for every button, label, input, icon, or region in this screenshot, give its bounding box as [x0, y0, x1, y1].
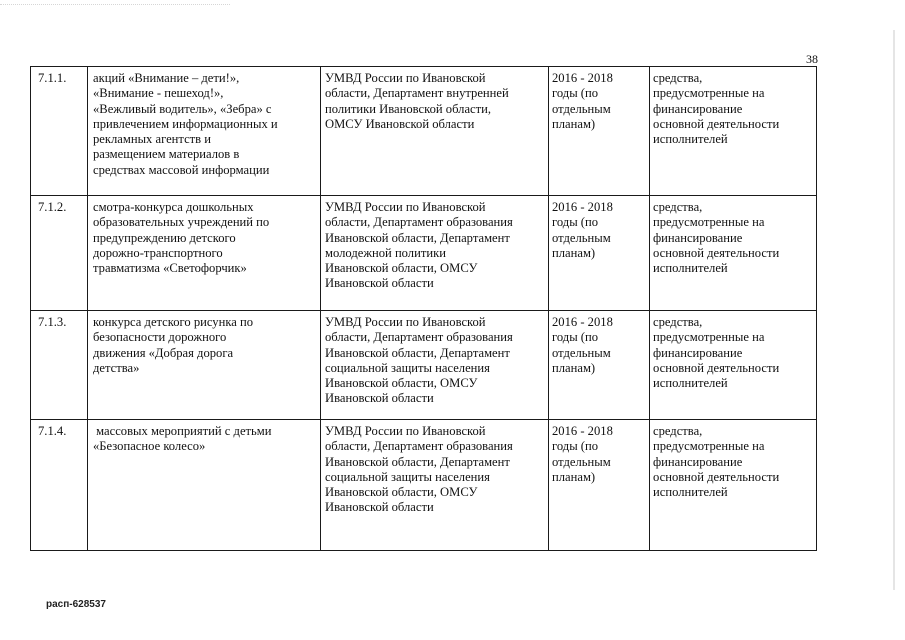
activity-line: массовых мероприятий с детьми	[93, 424, 272, 438]
activity-line: акций «Внимание – дети!»,	[93, 71, 240, 85]
activity-cell	[88, 196, 321, 311]
period-line: планам)	[552, 469, 596, 484]
executor-cell	[321, 311, 549, 420]
measures-table	[30, 66, 817, 551]
funding-line: основной деятельности	[653, 469, 780, 484]
executor-line: ОМСУ Ивановской области	[325, 116, 475, 131]
executor-line: УМВД России по Ивановской	[325, 315, 486, 329]
funding-cell	[650, 311, 817, 420]
document-code: расп-628537	[46, 599, 106, 610]
period-line: отдельным	[552, 345, 611, 360]
item-number: 7.1.2.	[31, 196, 88, 311]
activity-line: смотра-конкурса дошкольных	[93, 200, 254, 214]
period-cell	[549, 196, 650, 311]
activity-line: средствах массовой информации	[93, 162, 270, 177]
activity-line: предупреждению детского	[93, 230, 236, 245]
funding-line: исполнителей	[653, 485, 728, 500]
period-line: годы (по	[552, 330, 599, 345]
period-line: годы (по	[552, 439, 599, 454]
funding-line: финансирование	[653, 345, 743, 360]
table-row	[31, 311, 817, 420]
executor-line: молодежной политики	[325, 245, 446, 260]
activity-line: привлечением информационных и	[93, 116, 278, 131]
period-line: отдельным	[552, 230, 611, 245]
executor-line: Ивановской области, Департамент	[325, 454, 510, 469]
funding-line: исполнителей	[653, 132, 728, 147]
funding-cell	[650, 196, 817, 311]
funding-line: основной деятельности	[653, 245, 780, 260]
executor-line: Ивановской области, ОМСУ	[325, 376, 478, 391]
funding-line: исполнителей	[653, 376, 728, 391]
executor-cell	[321, 196, 549, 311]
table-row	[31, 196, 817, 311]
activity-line: «Безопасное колесо»	[93, 439, 206, 454]
funding-line: финансирование	[653, 230, 743, 245]
funding-line: средства,	[653, 200, 703, 214]
executor-cell	[321, 420, 549, 551]
period-line: 2016 - 2018	[552, 424, 613, 438]
table-row	[31, 67, 817, 196]
period-line: отдельным	[552, 101, 611, 116]
funding-line: финансирование	[653, 454, 743, 469]
funding-line: средства,	[653, 315, 703, 329]
executor-cell	[321, 67, 549, 196]
activity-line: рекламных агентств и	[93, 132, 211, 147]
funding-line: средства,	[653, 71, 703, 85]
funding-line: предусмотренные на	[653, 439, 765, 454]
period-line: 2016 - 2018	[552, 200, 613, 214]
executor-line: социальной защиты населения	[325, 469, 490, 484]
funding-line: основной деятельности	[653, 360, 780, 375]
funding-line: предусмотренные на	[653, 215, 765, 230]
item-number: 7.1.4.	[31, 420, 88, 551]
period-line: планам)	[552, 245, 596, 260]
executor-line: области, Департамент образования	[325, 439, 513, 454]
executor-line: области, Департамент образования	[325, 330, 513, 345]
scan-artifact-top	[0, 4, 230, 11]
period-line: планам)	[552, 116, 596, 131]
executor-line: УМВД России по Ивановской	[325, 71, 486, 85]
page-number: 38	[806, 52, 818, 66]
funding-line: предусмотренные на	[653, 330, 765, 345]
period-line: годы (по	[552, 86, 599, 101]
period-line: отдельным	[552, 454, 611, 469]
period-line: годы (по	[552, 215, 599, 230]
period-cell	[549, 311, 650, 420]
item-number: 7.1.1.	[31, 67, 88, 196]
activity-line: размещением материалов в	[93, 147, 240, 162]
executor-line: Ивановской области, ОМСУ	[325, 485, 478, 500]
executor-line: Ивановской области	[325, 276, 434, 291]
funding-cell	[650, 420, 817, 551]
funding-line: основной деятельности	[653, 116, 780, 131]
activity-line: конкурса детского рисунка по	[93, 315, 254, 329]
activity-cell	[88, 67, 321, 196]
funding-cell	[650, 67, 817, 196]
activity-line: движения «Добрая дорога	[93, 345, 234, 360]
scan-artifact-edge	[893, 30, 895, 590]
activity-line: безопасности дорожного	[93, 330, 227, 345]
table-row	[31, 420, 817, 551]
activity-line: «Внимание - пешеход!»,	[93, 86, 224, 101]
executor-line: Ивановской области, Департамент	[325, 345, 510, 360]
period-line: планам)	[552, 360, 596, 375]
funding-line: средства,	[653, 424, 703, 438]
activity-line: дорожно-транспортного	[93, 245, 223, 260]
item-number: 7.1.3.	[31, 311, 88, 420]
executor-line: политики Ивановской области,	[325, 101, 492, 116]
period-line: 2016 - 2018	[552, 315, 613, 329]
activity-line: травматизма «Светофорчик»	[93, 261, 247, 276]
activity-line: «Вежливый водитель», «Зебра» с	[93, 101, 272, 116]
funding-line: предусмотренные на	[653, 86, 765, 101]
activity-cell	[88, 420, 321, 551]
activity-line: образовательных учреждений по	[93, 215, 270, 230]
activity-line: детства»	[93, 360, 140, 375]
executor-line: Ивановской области	[325, 500, 434, 515]
executor-line: УМВД России по Ивановской	[325, 424, 486, 438]
executor-line: области, Департамент внутренней	[325, 86, 509, 101]
executor-line: области, Департамент образования	[325, 215, 513, 230]
executor-line: Ивановской области	[325, 391, 434, 406]
funding-line: исполнителей	[653, 261, 728, 276]
period-cell	[549, 420, 650, 551]
activity-cell	[88, 311, 321, 420]
executor-line: УМВД России по Ивановской	[325, 200, 486, 214]
period-line: 2016 - 2018	[552, 71, 613, 85]
executor-line: Ивановской области, ОМСУ	[325, 261, 478, 276]
period-cell	[549, 67, 650, 196]
funding-line: финансирование	[653, 101, 743, 116]
executor-line: социальной защиты населения	[325, 360, 490, 375]
executor-line: Ивановской области, Департамент	[325, 230, 510, 245]
